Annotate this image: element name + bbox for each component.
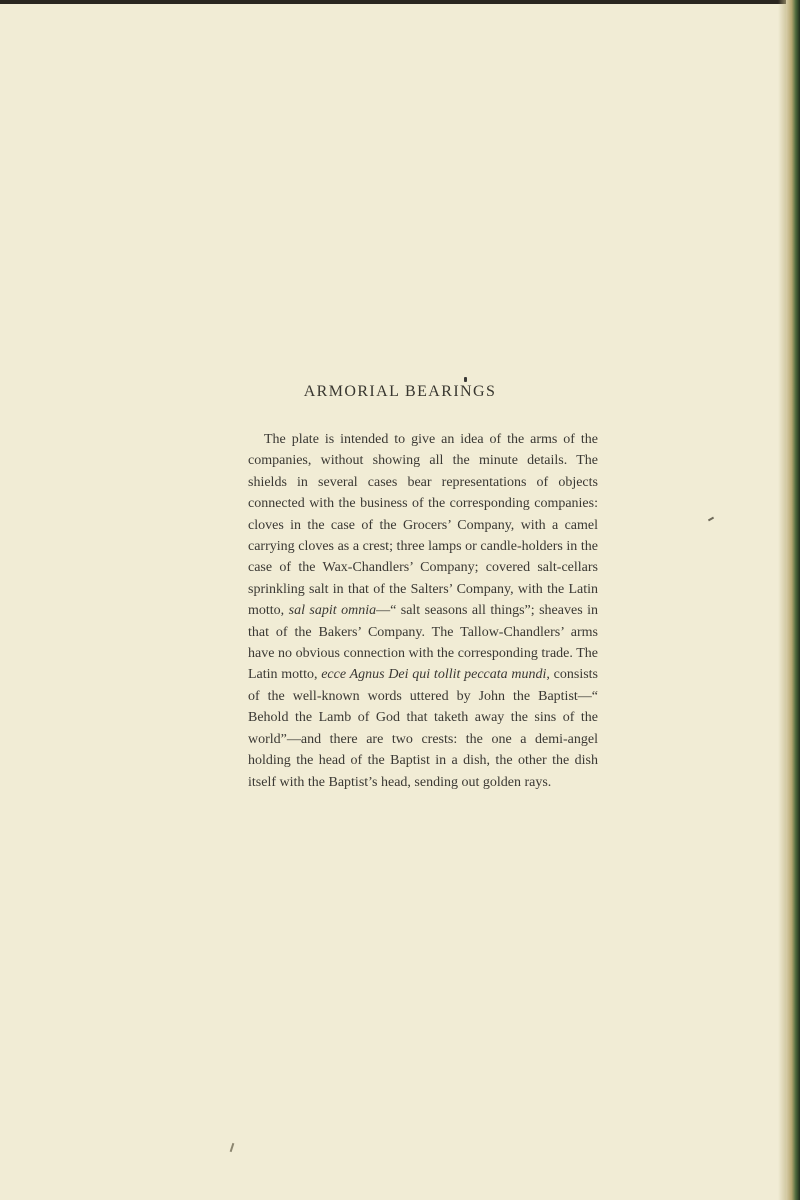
- paragraph-text-part-2: —“ salt seasons all things”; sheaves in that of the Bakers’ Company. The Tallow-Chandlers’ arms have no obvious connection with the corresponding trade. The Latin motto,: [248, 603, 598, 683]
- page-binding-edge: [786, 0, 800, 1200]
- body-text-block: [248, 429, 598, 793]
- ink-dot-mark: [464, 377, 467, 382]
- margin-tick-mark: [708, 517, 714, 522]
- page-fold-shadow: [778, 0, 786, 1200]
- paragraph-text-part-1: The plate is intended to give an idea of the arms of the companies, without showing all the minute details. The shields in several cases bear representations of objects connected with the business of the corresponding companies: cloves in the case of the Grocers’ Company, with a camel carrying cloves as a crest; three lamps or candle-holders in the case of the Wax-Chandlers’ Company; covered salt-cellars sprinkling salt in that of the Salters’ Company, with the Latin motto,: [248, 432, 598, 619]
- page-heading: ARMORIAL BEARINGS: [303, 383, 497, 400]
- pencil-stroke-mark: [230, 1143, 235, 1152]
- page-top-edge: [0, 0, 800, 4]
- latin-motto-tallow-chandlers: ecce Agnus Dei qui tollit peccata mundi: [321, 667, 547, 683]
- paragraph-text-part-3: , consists of the well-known words uttered by John the Baptist—“ Behold the Lamb of God that taketh away the sins of the world”—and there are two crests: the one a demi-angel holding the head of the Baptist in a dish, the other the dish itself with the Baptist’s head, sending out golden rays.: [248, 667, 598, 790]
- body-paragraph: [248, 429, 598, 793]
- latin-motto-salters: sal sapit omnia: [288, 603, 377, 619]
